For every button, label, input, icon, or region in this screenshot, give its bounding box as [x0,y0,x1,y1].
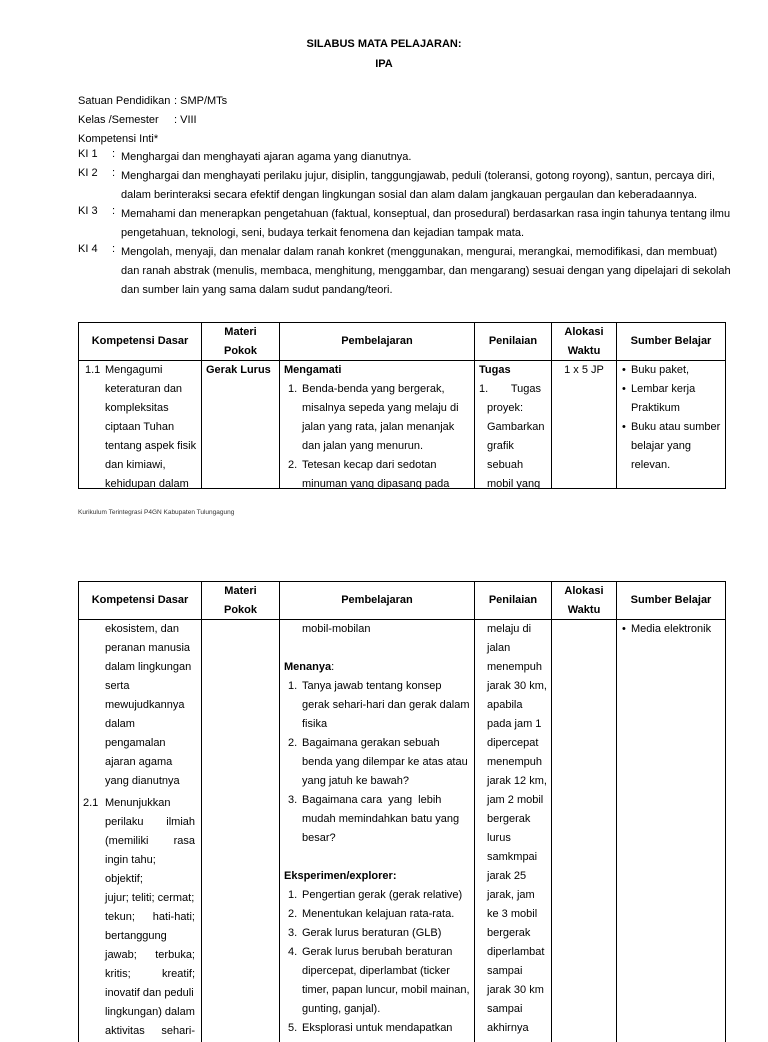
penilaian-number: 1. [479,383,489,395]
document-title: SILABUS MATA PELAJARAN: [306,38,462,50]
syllabus-table-page2 [78,581,726,1042]
penilaian-line: jarak 30 km, [487,680,547,692]
list-line: misalnya sepeda yang melaju di [302,402,459,414]
penilaian-line: sampai [487,965,523,977]
kd-line: ekosistem, dan [105,623,179,635]
penilaian-cell [475,620,552,1042]
penilaian-line: Gambarkan [487,421,545,433]
kd-line: Menunjukkan [105,797,171,809]
list-line: mudah memindahkan batu yang [302,813,460,825]
sumber-cell [617,361,725,488]
penilaian-line: jarak 25 [487,870,527,882]
ki-code: KI 2 [78,167,98,179]
list-line: yang jatuh ke bawah? [302,775,410,787]
penilaian-line: akhirnya [487,1022,529,1034]
list-line: Gerak lurus beraturan (GLB) [302,927,442,939]
kd-line: bertanggung [105,930,167,942]
kd-cont-text [79,620,201,791]
penilaian-line: lurus [487,832,511,844]
list-number: 1. [288,889,298,901]
penilaian-line: jalan [487,642,511,654]
menanya-colon: : [331,661,335,673]
header-kompetensi-dasar: Kompetensi Dasar [79,323,202,361]
list-number: 3. [288,794,298,806]
list-item [284,677,474,734]
list-number: 1. [288,383,298,395]
kd-line: kritis; kreatif; [105,968,195,980]
menanya-heading: Menanya [284,661,332,673]
list-item [284,886,474,905]
kd-line: jujur; teliti; cermat; [105,892,195,904]
menanya-heading-row [284,658,474,677]
satuan-value: : SMP/MTs [174,95,228,107]
header-kompetensi-dasar: Kompetensi Dasar [79,582,202,620]
list-line: Tetesan kecap dari sedotan [302,459,437,471]
list-number: 2. [288,459,298,471]
satuan-label: Satuan Pendidikan [78,95,171,107]
kd-cell [79,361,202,488]
list-line: Benda-benda yang bergerak, [302,383,445,395]
bullet: • [622,623,626,635]
list-number: 1. [288,680,298,692]
kelas-row [78,111,197,130]
ki-code: KI 1 [78,148,98,160]
ki-text: Memahami dan menerapkan pengetahuan (faktual, konseptual, dan prosedural) berdasarkan rasa ingin tahunya tentang ilmu pengetahuan, teknologi, seni, budaya terkait fenomena dan kejadian tampak mata. [121,208,731,239]
penilaian-line: menempuh [487,661,543,673]
header-pembelajaran: Pembelajaran [280,323,475,361]
header-materi-pokok: Materi Pokok [202,323,280,361]
list-item [284,791,474,848]
eksperimen-heading: Eksperimen/explorer: [284,870,397,882]
alokasi-cell: 1 x 5 JP [552,361,617,488]
pembelajaran-cell [280,361,475,488]
ki-code: KI 3 [78,205,98,217]
kd2-text [79,794,201,1041]
penilaian-line: jarak 12 km, [487,775,547,787]
penilaian-line: melaju di [487,623,532,635]
penilaian-line: dipercepat [487,737,539,749]
kd-line: ajaran agama [105,756,173,768]
penilaian-line: samkmpai [487,851,538,863]
penilaian-line: sebuah [487,459,524,471]
list-item [284,456,474,489]
kelas-value: : VIII [174,114,197,126]
list-item [284,1019,474,1038]
sumber-item [619,418,725,475]
penilaian-line: diperlambat [487,946,545,958]
penilaian-line: jam 2 mobil [487,794,544,806]
materi-cell: Gerak Lurus [202,361,280,488]
ki-heading: Kompetensi Inti* [78,133,159,145]
header-alokasi-waktu: Alokasi Waktu [552,323,617,361]
sumber-line: Praktikum [631,402,680,414]
kd-text [85,361,201,489]
list-line: dan jalan yang menurun. [302,440,424,452]
sumber-item [619,620,725,639]
ki-text: Menghargai dan menghayati ajaran agama yang dianutnya. [121,151,412,163]
list-line: fisika [302,718,328,730]
mengamati-heading: Mengamati [284,364,342,376]
list-line: gerak sehari-hari dan gerak dalam [302,699,470,711]
list-line: gunting, ganjal). [302,1003,381,1015]
kd-line: dan kimiawi, [105,459,166,471]
alokasi-cell [552,620,617,1042]
list-line: dipercepat, diperlambat (ticker [302,965,450,977]
list-item [284,924,474,943]
subject-title: IPA [375,58,393,70]
ki-sep: : [112,243,116,255]
penilaian-line: menempuh [487,756,543,768]
list-number: 5. [288,1022,298,1034]
ki-sep: : [112,148,116,160]
list-item [284,734,474,791]
penilaian-line: grafik [487,440,514,452]
penilaian-line: jarak, jam [487,889,535,901]
list-line: timer, papan luncur, mobil mainan, [302,984,470,996]
kd-line: perilaku ilmiah [105,816,195,828]
sumber-item [619,361,725,380]
kd-line: dalam [105,718,135,730]
list-line: Bagaimana gerakan sebuah [302,737,440,749]
sumber-line: Media elektronik [631,623,712,635]
header-penilaian: Penilaian [475,323,552,361]
header-materi-pokok: Materi Pokok [202,582,280,620]
list-line: minuman yang dipasang pada [302,478,450,489]
syllabus-table-page1 [78,322,726,489]
kd-line: Mengagumi [105,364,163,376]
kd-line: mewujudkannya [105,699,185,711]
bullet: • [622,421,626,433]
penilaian-line: sampai [487,1003,523,1015]
bullet: • [622,364,626,376]
list-line: jalan yang rata, jalan menanjak [302,421,455,433]
kd-line: kehidupan dalam [105,478,189,489]
list-number: 2. [288,737,298,749]
penilaian-first-word: Tugas [510,383,541,395]
kd-number: 1.1 [85,364,101,376]
sumber-line: Lembar kerja [631,383,696,395]
pembelajaran-cell [280,620,475,1042]
ki-text: Menghargai dan menghayati perilaku jujur, disiplin, tanggungjawab, peduli (toleransi, gotong royong), santun, percaya diri, dalam berinteraksi secara efektif dengan lingkungan sosial dan alam dalam jangkauan pergaulan dan keberadaannya. [121,170,715,201]
ki-sep: : [112,205,116,217]
tugas-heading: Tugas [479,364,511,376]
kd-line: pengamalan [105,737,166,749]
header-alokasi-waktu: Alokasi Waktu [552,582,617,620]
kd-line: ingin tahu; objektif; [105,854,156,885]
penilaian-line: bergerak [487,927,531,939]
penilaian-cell [475,361,552,488]
kd-line: ciptaan Tuhan [105,421,175,433]
list-item [284,380,474,456]
penilaian-line: apabila [487,699,523,711]
materi-cell [202,620,280,1042]
ki-text: Mengolah, menyaji, dan menalar dalam ranah konkret (menggunakan, mengurai, merangkai, memodifikasi, dan membuat) dan ranah abstrak (menulis, membaca, menghitung, menggambar, dan mengarang) sesuai dengan yang dipelajari di sekolah dan sumber lain yang sama dalam sudut pandang/teori. [121,246,731,296]
list-line: Eksplorasi untuk mendapatkan [302,1022,453,1034]
list-item [284,943,474,1019]
penilaian-line: mobil yang [487,478,541,489]
penilaian-line: bergerak [487,813,531,825]
list-number: 4. [288,946,298,958]
kd-line: aktivitas sehari- [105,1025,195,1037]
penilaian-line: proyek: [487,402,524,414]
ki-code: KI 4 [78,243,98,255]
kd2-block [79,794,201,1041]
pemb-cont-line: mobil-mobilan [302,623,371,635]
header-pembelajaran: Pembelajaran [280,582,475,620]
kd-line: kompleksitas [105,402,169,414]
header-sumber-belajar: Sumber Belajar [617,582,725,620]
penilaian-first-line [479,380,551,399]
page-footer: Kurikulum Terintegrasi P4GN Kabupaten Tulungagung [78,509,235,516]
sumber-line: belajar yang [631,440,691,452]
kd-line: serta [105,680,130,692]
kelas-label: Kelas /Semester [78,114,159,126]
list-line: besar? [302,832,336,844]
penilaian-text [479,399,551,489]
kd-line: keteraturan dan [105,383,183,395]
sumber-item [619,380,725,418]
list-line: benda yang dilempar ke atas atau [302,756,468,768]
kd-number: 2.1 [83,797,99,809]
list-line: Bagaimana cara yang lebih [302,794,442,806]
kd-line: (memiliki rasa [105,835,195,847]
list-line: Gerak lurus berubah beraturan [302,946,453,958]
kd-line: inovatif dan peduli [105,987,194,999]
ki-sep: : [112,167,116,179]
bullet: • [622,383,626,395]
kd-line: peranan manusia [105,642,191,654]
kd-line: lingkungan) dalam [105,1006,195,1018]
header-sumber-belajar: Sumber Belajar [617,323,725,361]
penilaian-line: ke 3 mobil [487,908,538,920]
kd-line: jawab; terbuka; [105,949,195,961]
penilaian-line: pada jam 1 [487,718,542,730]
list-number: 2. [288,908,298,920]
kd-line: tentang aspek fisik [105,440,197,452]
list-line: Tanya jawab tentang konsep [302,680,442,692]
kd-cell [79,620,202,1042]
penilaian-line: jarak 30 km [487,984,544,996]
satuan-row [78,92,228,111]
sumber-cell [617,620,725,1042]
kd-line: yang dianutnya [105,775,180,787]
list-line: Pengertian gerak (gerak relative) [302,889,463,901]
sumber-line: Buku atau sumber [631,421,721,433]
list-item [284,905,474,924]
kd-line: dalam lingkungan [105,661,192,673]
sumber-line: relevan. [631,459,671,471]
header-penilaian: Penilaian [475,582,552,620]
sumber-line: Buku paket, [631,364,690,376]
kd-line: tekun; hati-hati; [105,911,195,923]
list-number: 3. [288,927,298,939]
list-line: Menentukan kelajuan rata-rata. [302,908,455,920]
